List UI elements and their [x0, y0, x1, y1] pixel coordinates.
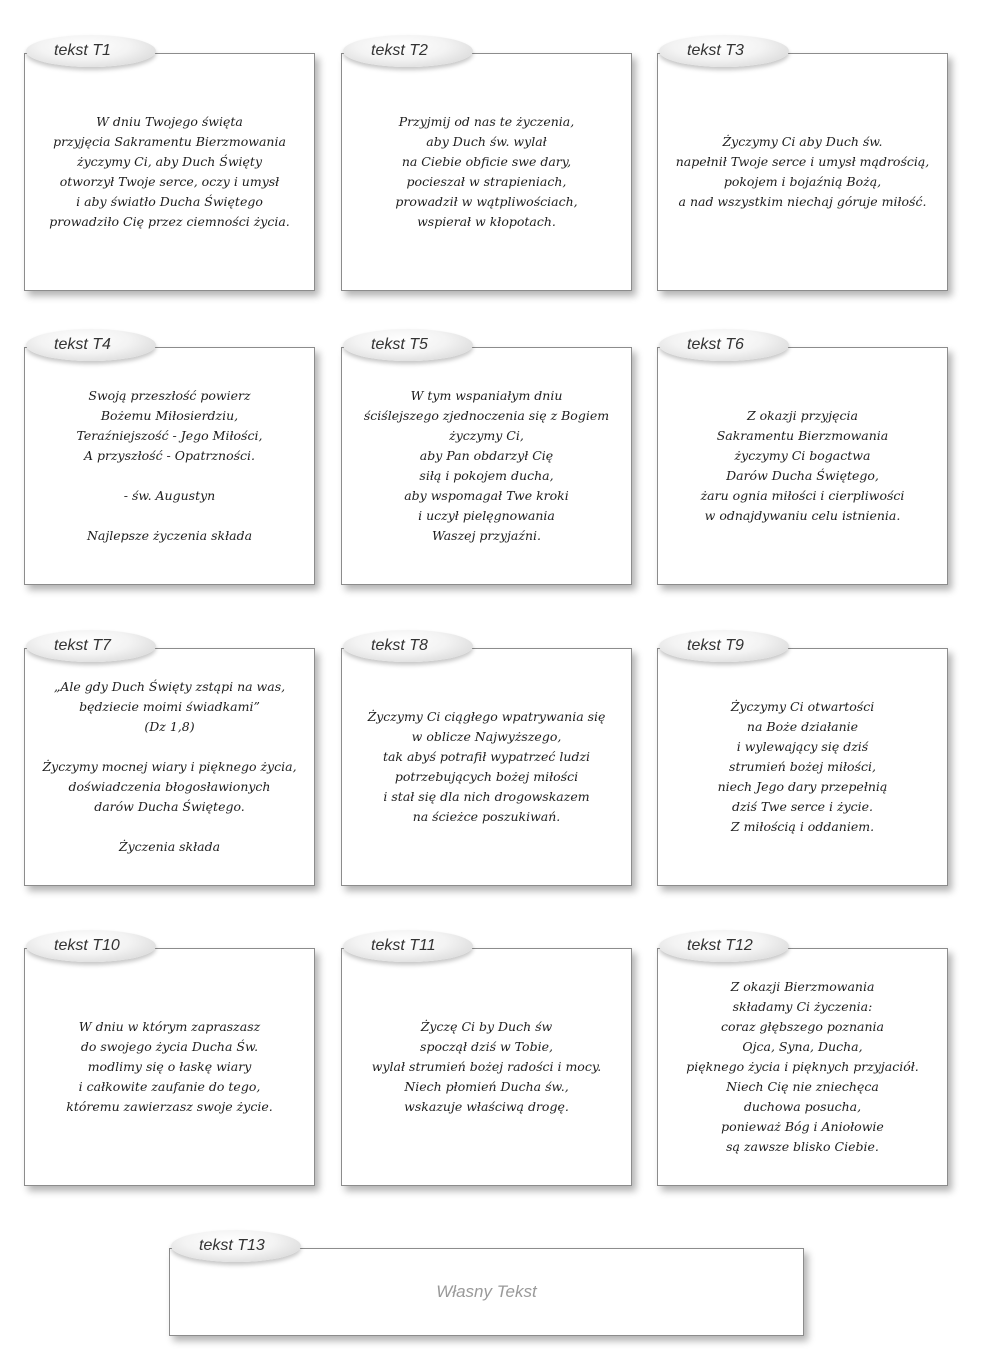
wish-text: Życzymy Ci ciągłego wpatrywania się w oblicze Najwyższego, tak abyś potrafił wypatrzeć ludzi potrzebujących bożej miłości i stał się dla nich drogowskazem na ścieżce poszukiwań. [367, 709, 606, 824]
tab-label[interactable]: tekst T12 [659, 930, 789, 962]
wish-text: Życzymy Ci aby Duch św. napełnił Twoje serce i umysł mądrością, pokojem i bojaźnią Bożą, a nad wszystkim niechaj góruje miłość. [675, 134, 930, 209]
text-box[interactable] [657, 347, 948, 585]
tab-label[interactable]: tekst T2 [343, 35, 473, 67]
text-box[interactable] [24, 648, 315, 886]
tab-label[interactable]: tekst T8 [343, 630, 473, 662]
text-box[interactable] [657, 948, 948, 1186]
tab-label[interactable]: tekst T9 [659, 630, 789, 662]
wish-text: W tym wspaniałym dniu ściślejszego zjednoczenia się z Bogiem życzymy Ci, aby Pan obdarzył Cię siłą i pokojem ducha, aby wspomagał Twe kroki i uczył pielęgnowania Waszej przyjaźni. [363, 388, 610, 543]
text-box[interactable] [657, 53, 948, 291]
wish-text: Z okazji przyjęcia Sakramentu Bierzmowania życzymy Ci bogactwa Darów Ducha Świętego, żaru ognia miłości i cierpliwości w odnajdywaniu celu istnienia. [700, 408, 905, 523]
tab-label[interactable]: tekst T4 [26, 329, 156, 361]
tab-label[interactable]: tekst T6 [659, 329, 789, 361]
text-box[interactable] [341, 948, 632, 1186]
text-box[interactable] [341, 347, 632, 585]
tab-label[interactable]: tekst T7 [26, 630, 156, 662]
wish-text: W dniu w którym zapraszasz do swojego życia Ducha Św. modlimy się o łaskę wiary i całkowite zaufanie do tego, któremu zawierzasz swoje życie. [66, 1019, 273, 1114]
text-box[interactable] [24, 948, 315, 1186]
wish-text: Swoją przeszłość powierz Bożemu Miłosierdziu, Teraźniejszość - Jego Miłości, A przyszłość - Opatrzności. - św. Augustyn Najlepsze życzenia składa [76, 388, 263, 543]
custom-text-placeholder[interactable]: Własny Tekst [436, 1282, 537, 1301]
wish-text: Życzę Ci by Duch św spoczął dziś w Tobie, wylał strumień bożej radości i mocy. Niech płomień Ducha św., wskazuje właściwą drogę. [371, 1019, 602, 1114]
tab-label[interactable]: tekst T10 [26, 930, 156, 962]
wish-text: „Ale gdy Duch Święty zstąpi na was, będziecie moimi świadkami” (Dz 1,8) Życzymy mocnej wiary i pięknego życia, doświadczenia błogosławionych darów Ducha Świętego. Życzenia składa [42, 679, 297, 854]
tab-label[interactable]: tekst T13 [171, 1230, 301, 1262]
text-box[interactable] [341, 648, 632, 886]
wish-text: Przyjmij od nas te życzenia, aby Duch św. wylał na Ciebie obficie swe dary, pocieszał w strapieniach, prowadził w wątpliwościach, wspierał w kłopotach. [395, 114, 578, 229]
custom-text-box[interactable] [169, 1248, 804, 1336]
wish-text: Z okazji Bierzmowania składamy Ci życzenia: coraz głębszego poznania Ojca, Syna, Ducha, pięknego życia i pięknych przyjaciół. Niech Cię nie zniechęca duchowa posucha, ponieważ Bóg i Aniołowie są zawsze blisko Ciebie. [686, 979, 919, 1154]
text-box[interactable] [657, 648, 948, 886]
wish-text: W dniu Twojego święta przyjęcia Sakramentu Bierzmowania życzymy Ci, aby Duch Święty otworzył Twoje serce, oczy i umysł i aby światło Ducha Świętego prowadziło Cię przez ciemności życia. [49, 114, 290, 229]
tab-label[interactable]: tekst T1 [26, 35, 156, 67]
text-box[interactable] [24, 347, 315, 585]
text-box[interactable] [24, 53, 315, 291]
tab-label[interactable]: tekst T3 [659, 35, 789, 67]
wish-text: Życzymy Ci otwartości na Boże działanie i wylewający się dziś strumień bożej miłości, niech Jego dary przepełnią dziś Twe serce i życie. Z miłością i oddaniem. [717, 699, 888, 834]
tab-label[interactable]: tekst T5 [343, 329, 473, 361]
text-box[interactable] [341, 53, 632, 291]
tab-label[interactable]: tekst T11 [343, 930, 473, 962]
